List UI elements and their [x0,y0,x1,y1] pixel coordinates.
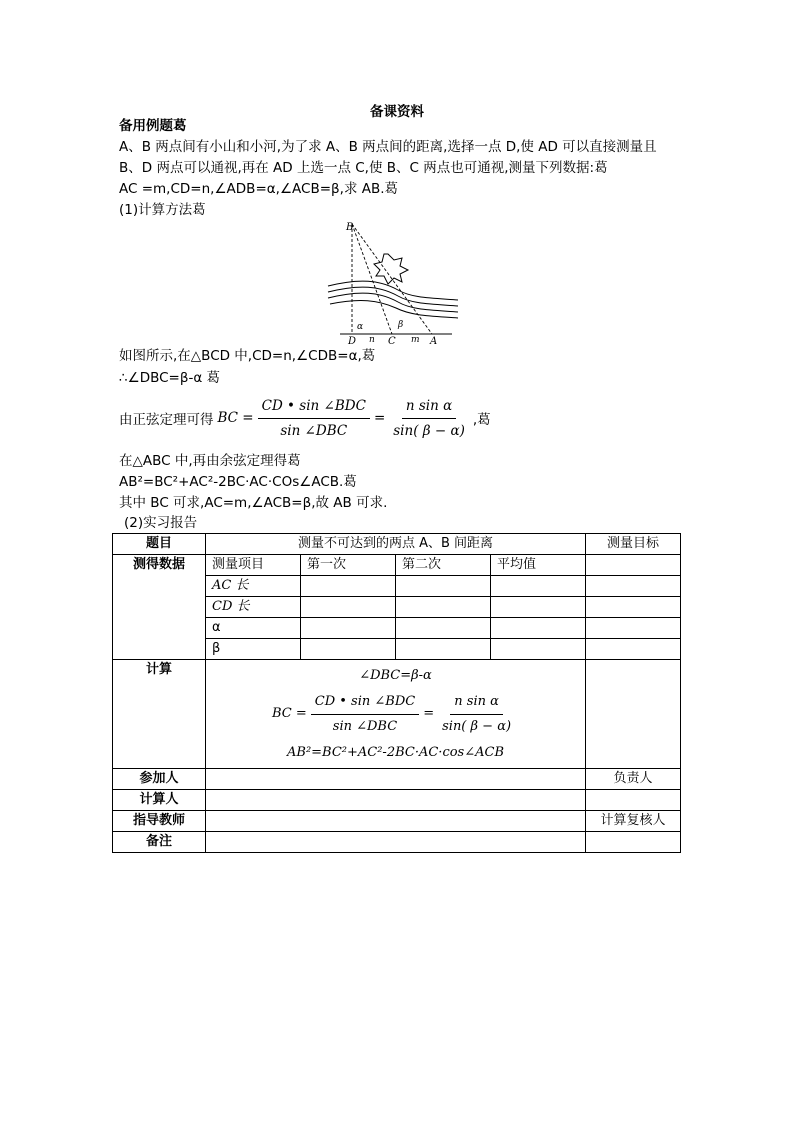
table-row [113,811,681,832]
empty-cell [396,576,491,597]
reviewer-label: 计算复核人 [586,811,681,832]
empty-cell [396,597,491,618]
empty-cell [586,576,681,597]
calc-formula [212,692,579,737]
table-row [113,534,681,555]
teacher-label: 指导教师 [113,811,206,832]
table-row [113,769,681,790]
label-beta: β [398,320,404,330]
label-A: A [430,336,438,347]
bc-lhs: BC = [217,410,254,426]
solution-line-1: 如图所示,在△BCD 中,CD=n,∠CDB=α,葛 [119,348,376,364]
calc-label: 计算 [113,660,206,769]
note-label: 备注 [113,832,206,853]
data-label: 测得数据 [113,555,206,660]
sine-law-suffix: ,葛 [472,412,491,428]
solution-line-4: 在△ABC 中,再由余弦定理得葛 [119,453,301,469]
problem-line-2: B、D 两点可以通视,再在 AD 上选一点 C,使 B、C 两点也可通视,测量下列数据:葛 [119,160,608,176]
empty-cell [491,576,586,597]
participants-label: 参加人 [113,769,206,790]
fraction-2-numerator: n sin α [402,396,456,419]
calc-fraction-1-numerator: CD • sin ∠BDC [311,692,419,715]
report-heading: (2)实习报告 [124,515,198,531]
sine-law-prefix: 由正弦定理可得 [119,412,214,428]
solution-line-2: ∴∠DBC=β-α 葛 [119,370,221,386]
empty-cell [586,790,681,811]
calc-bc: BC = [271,706,307,721]
empty-cell [491,639,586,660]
fraction-1-numerator: CD • sin ∠BDC [258,396,370,419]
label-n: n [369,335,375,345]
solution-line-6: 其中 BC 可求,AC=m,∠ACB=β,故 AB 可求. [119,495,388,511]
fraction-1 [258,396,370,441]
note-value [206,832,586,853]
label-D: D [348,336,357,347]
empty-cell [396,618,491,639]
empty-cell [586,597,681,618]
problem-line-3: AC =m,CD=n,∠ADB=α,∠ACB=β,求 AB.葛 [119,181,399,197]
label-C: C [388,336,396,347]
empty-cell [586,618,681,639]
row-ac: AC 长 [206,576,301,597]
empty-cell [491,618,586,639]
col-second: 第二次 [396,555,491,576]
method-heading: (1)计算方法葛 [119,202,206,218]
calc-fraction-2-denominator: sin( β − α) [442,718,512,734]
empty-cell [301,639,396,660]
col-item: 测量项目 [206,555,301,576]
calculator-value [206,790,586,811]
label-alpha: α [357,322,364,332]
calc-line-1: ∠DBC=β-α [359,667,432,683]
table-row [113,790,681,811]
calc-equals: = [423,706,435,721]
calc-line-3: AB²=BC²+AC²-2BC·AC·cos∠ACB [287,744,505,760]
empty-cell [301,597,396,618]
calculator-label: 计算人 [113,790,206,811]
solution-line-5: AB²=BC²+AC²-2BC·AC·COs∠ACB.葛 [119,474,357,490]
empty-cell [301,618,396,639]
empty-cell [586,555,681,576]
target-label: 测量目标 [586,534,681,555]
fraction-2-denominator: sin( β − α) [393,422,465,439]
col-avg: 平均值 [491,555,586,576]
fraction-2 [389,396,469,441]
topic-value: 测量不可达到的两点 A、B 间距离 [206,534,586,555]
calc-fraction-1-denominator: sin ∠DBC [332,718,398,734]
empty-cell [491,597,586,618]
empty-cell [396,639,491,660]
empty-cell [301,576,396,597]
row-cd: CD 长 [206,597,301,618]
table-row [113,660,681,769]
participants-value [206,769,586,790]
calc-fraction-1 [311,692,419,737]
equals-sign: = [373,410,386,426]
row-alpha: α [206,618,301,639]
table-row [113,555,681,576]
topic-label: 题目 [113,534,206,555]
responsible-label: 负责人 [586,769,681,790]
table-row [113,832,681,853]
section-heading: 备用例题葛 [119,118,187,134]
sine-law-formula [119,392,491,444]
row-beta: β [206,639,301,660]
doc-title: 备课资料 [370,104,424,120]
teacher-value [206,811,586,832]
empty-cell [586,639,681,660]
report-table [112,533,681,853]
calc-fraction-2 [438,692,515,737]
label-m: m [411,335,420,345]
col-first: 第一次 [301,555,396,576]
label-B: B [346,222,354,233]
calc-fraction-2-numerator: n sin α [450,692,503,715]
empty-cell [586,660,681,769]
problem-line-1: A、B 两点间有小山和小河,为了求 A、B 两点间的距离,选择一点 D,使 AD 可以直接测量且 [119,139,657,155]
mountain-river-figure [320,218,460,348]
fraction-1-denominator: sin ∠DBC [280,422,348,439]
empty-cell [586,832,681,853]
calc-content [206,660,586,769]
